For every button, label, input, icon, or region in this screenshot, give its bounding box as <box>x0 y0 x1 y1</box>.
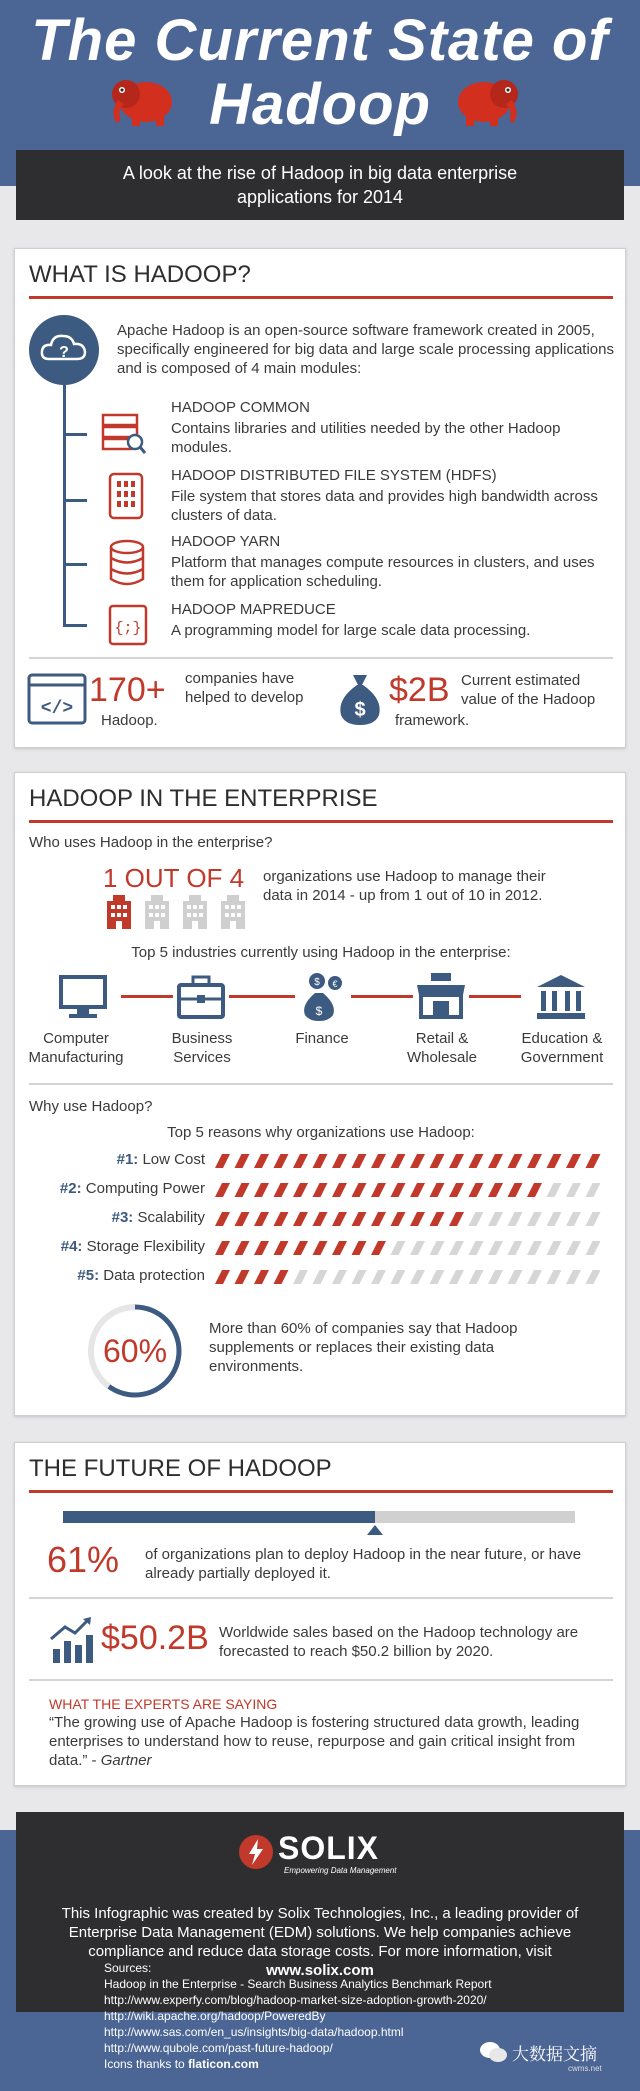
module-title-hdfs: HADOOP DISTRIBUTED FILE SYSTEM (HDFS) <box>171 467 497 484</box>
subtitle-banner <box>16 150 624 220</box>
reason-rank: #3: <box>111 1209 138 1226</box>
experts-title: WHAT THE EXPERTS ARE SAYING <box>49 1696 278 1712</box>
svg-text:€: € <box>332 979 338 989</box>
reason-bar <box>215 1269 615 1285</box>
reasons-title: Top 5 reasons why organizations use Hadoop: <box>167 1124 475 1141</box>
stat-companies-value: 170+ <box>89 671 166 709</box>
stat-companies-text-b: helped to develop <box>185 689 304 706</box>
module-title-mapreduce: HADOOP MAPREDUCE <box>171 601 336 618</box>
stat-value-text-a: Current estimated <box>461 672 581 689</box>
reasons-chart <box>15 1153 627 1303</box>
shop-icon <box>413 973 469 1021</box>
reason-rank: #2: <box>59 1180 86 1197</box>
solix-logo-icon <box>238 1834 274 1870</box>
reason-bar <box>215 1182 615 1198</box>
industry-label-retail: Retail & Wholesale <box>406 1030 478 1066</box>
heading-divider <box>29 1490 613 1493</box>
cloud-question-icon <box>29 315 99 385</box>
what-is-hadoop-card <box>14 248 626 748</box>
source-item: Hadoop in the Enterprise - Search Business Analytics Benchmark Report <box>104 1977 492 1991</box>
reason-row <box>15 1240 627 1256</box>
reason-text: Low Cost <box>142 1151 205 1168</box>
svg-text:$: $ <box>315 1004 323 1018</box>
source-link[interactable]: http://www.experfy.com/blog/hadoop-market-size-adoption-growth-2020/ <box>104 1993 487 2007</box>
elephant-logo-right-icon <box>452 70 522 130</box>
money-bag-icon <box>335 671 385 727</box>
solix-about: This Infographic was created by Solix Technologies, Inc., a leading provider of Enterprise Data Management (EDM) solutions. We help companies achieve compliance and reduce data storage costs. For more information, visit www.solix.com <box>61 1905 579 1979</box>
heading-divider <box>29 296 613 299</box>
reason-bar <box>215 1240 615 1256</box>
elephant-logo-left-icon <box>108 70 178 130</box>
reason-bar <box>215 1211 615 1227</box>
stat-value-amount: $2B <box>389 671 450 709</box>
building-icon <box>103 895 135 929</box>
module-desc-mapreduce: A programming model for large scale data processing. <box>171 622 531 639</box>
government-building-icon <box>533 973 589 1021</box>
timeline-line <box>63 383 66 626</box>
building-icon <box>179 895 211 929</box>
stat-companies-text-a: companies have <box>185 670 295 687</box>
industry-label-business: Business Services <box>171 1030 233 1066</box>
svg-text:$: $ <box>314 977 320 988</box>
module-desc-hdfs: File system that stores data and provides high bandwidth across clusters of data. <box>171 488 598 524</box>
code-window-icon <box>27 673 87 725</box>
reason-row <box>15 1211 627 1227</box>
stat-value-text-c: framework. <box>395 712 470 729</box>
building-icon <box>141 895 173 929</box>
file-system-icon <box>107 471 145 521</box>
icons-credit: Icons thanks to flaticon.com <box>104 2057 259 2071</box>
module-title-common: HADOOP COMMON <box>171 399 310 416</box>
deploy-progress-track <box>63 1511 575 1523</box>
deploy-progress-fill <box>63 1511 375 1523</box>
quote-source: Gartner <box>100 1752 152 1769</box>
what-heading: WHAT IS HADOOP? <box>29 261 251 288</box>
pct-text: More than 60% of companies say that Hadoop supplements or replaces their existing data environments. <box>209 1320 518 1375</box>
svg-text:$: $ <box>354 699 366 721</box>
subtitle-line-1: A look at the rise of Hadoop in big data enterprise <box>122 163 518 183</box>
stat-value-text-b: value of the Hadoop <box>461 691 596 708</box>
reason-text: Computing Power <box>85 1180 205 1197</box>
reason-rank: #1: <box>116 1151 143 1168</box>
module-desc-yarn: Platform that manages compute resources in clusters, and uses them for application scheduling. <box>171 554 595 590</box>
industry-label-education: Education & Government <box>520 1030 604 1066</box>
solix-site-link[interactable]: www.solix.com <box>266 1962 374 1979</box>
solix-logo-text: SOLIX <box>278 1830 380 1866</box>
industry-label-finance: Finance <box>295 1030 349 1047</box>
reason-row <box>15 1182 627 1198</box>
pct-value: 60% <box>102 1333 168 1369</box>
growth-chart-icon <box>49 1615 95 1665</box>
deploy-marker <box>367 1525 383 1535</box>
source-link[interactable]: http://wiki.apache.org/hadoop/PoweredBy <box>104 2009 326 2023</box>
industry-label-computer: Computer Manufacturing <box>28 1030 124 1066</box>
ratio-value: 1 OUT OF 4 <box>103 863 245 893</box>
enterprise-heading: HADOOP IN THE ENTERPRISE <box>29 785 378 812</box>
deploy-text: of organizations plan to deploy Hadoop in the near future, or have already partially deployed it. <box>145 1546 582 1582</box>
future-card <box>14 1442 626 1786</box>
source-link[interactable]: http://www.qubole.com/past-future-hadoop/ <box>104 2041 333 2055</box>
svg-text:{;}: {;} <box>114 620 142 637</box>
sources-title: Sources: <box>104 1961 152 1975</box>
reason-label <box>60 1180 205 1197</box>
heading-divider <box>29 820 613 823</box>
stat-companies-text-c: Hadoop. <box>101 712 158 729</box>
reason-rank: #4: <box>60 1238 87 1255</box>
ratio-buildings <box>103 895 263 929</box>
watermark-small: cwms.net <box>568 2064 602 2073</box>
reason-label <box>112 1209 205 1226</box>
section-divider <box>29 1597 613 1599</box>
hadoop-intro: Apache Hadoop is an open-source software framework created in 2005, specifically engineered for big data and large scale processing applications and is composed of 4 main modules: <box>117 322 614 377</box>
module-title-yarn: HADOOP YARN <box>171 533 281 550</box>
reason-row <box>15 1269 627 1285</box>
reason-rank: #5: <box>77 1267 104 1284</box>
enterprise-card <box>14 772 626 1416</box>
who-uses-question: Who uses Hadoop in the enterprise? <box>29 834 273 851</box>
sales-value: $50.2B <box>101 1619 209 1657</box>
industries-title: Top 5 industries currently using Hadoop in the enterprise: <box>131 944 511 961</box>
reason-label <box>61 1238 205 1255</box>
svg-text:</>: </> <box>40 699 74 719</box>
subtitle-line-2: applications for 2014 <box>236 187 404 207</box>
reason-row <box>15 1153 627 1169</box>
title-line-1: The Current State of <box>31 8 609 73</box>
section-divider <box>29 657 613 659</box>
source-link[interactable]: http://www.sas.com/en_us/insights/big-data/hadoop.html <box>104 2025 404 2039</box>
reason-text: Storage Flexibility <box>86 1238 205 1255</box>
why-question: Why use Hadoop? <box>29 1098 153 1115</box>
svg-text:?: ? <box>59 344 69 361</box>
reason-label <box>77 1267 205 1284</box>
section-divider <box>29 1083 613 1085</box>
title-line-2: Hadoop <box>209 72 431 137</box>
reason-label <box>117 1151 205 1168</box>
sales-text: Worldwide sales based on the Hadoop technology are forecasted to reach $50.2 billion by 2020. <box>219 1624 579 1660</box>
building-icon <box>217 895 249 929</box>
monitor-icon <box>55 973 111 1021</box>
deploy-pct: 61% <box>47 1539 120 1580</box>
ratio-text: organizations use Hadoop to manage their data in 2014 - up from 1 out of 10 in 2012. <box>263 868 546 904</box>
module-desc-common: Contains libraries and utilities needed by the other Hadoop modules. <box>171 420 561 456</box>
database-icon <box>107 539 147 587</box>
money-bag-icon <box>295 971 351 1023</box>
library-books-icon <box>101 409 147 455</box>
reason-bar <box>215 1153 615 1169</box>
flaticon-link[interactable]: flaticon.com <box>188 2057 259 2071</box>
reason-text: Data protection <box>103 1267 205 1284</box>
experts-quote: “The growing use of Apache Hadoop is fostering structured data growth, leading enterprises to understand how to reuse, repurpose and gain critical insight from data.” - Gartner <box>49 1714 580 1769</box>
wechat-icon <box>478 2040 508 2064</box>
solix-tagline: Empowering Data Management <box>284 1866 397 1875</box>
reason-text: Scalability <box>137 1209 205 1226</box>
briefcase-icon <box>173 973 229 1021</box>
code-braces-icon <box>107 603 149 647</box>
watermark-text: 大数据文摘 <box>512 2045 597 2064</box>
future-heading: THE FUTURE OF HADOOP <box>29 1455 332 1482</box>
section-divider <box>29 1679 613 1681</box>
